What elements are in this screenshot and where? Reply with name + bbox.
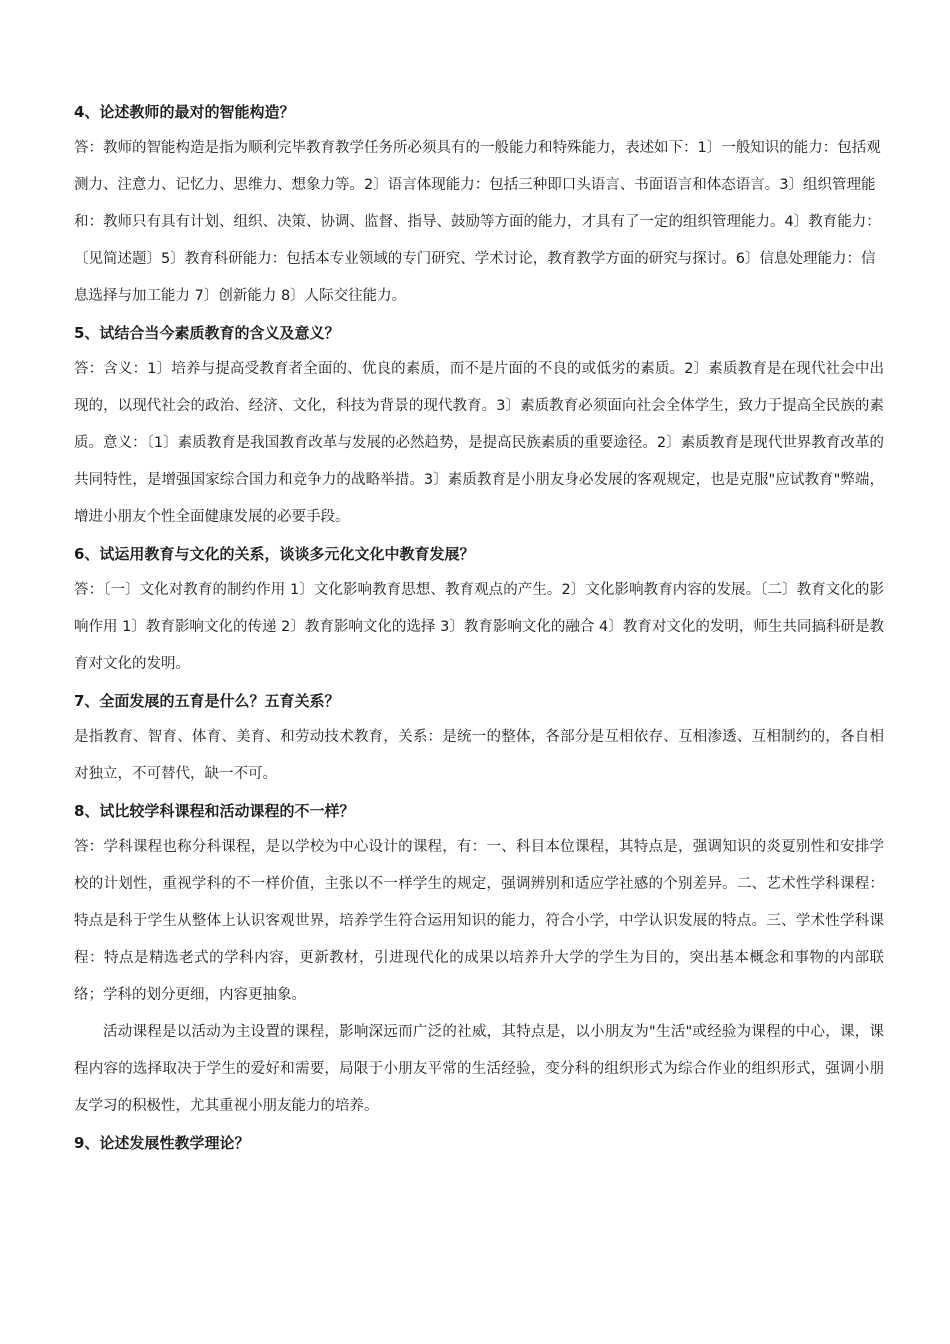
question-5-answer: 答：含义：1〕培养与提高受教育者全面的、优良的素质，而不是片面的不良的或低劣的素质。2〕素质教育是在现代社会中出现的，以现代社会的政治、经济、文化，科技为背景的现代教育。3〕素质教育必须面向社会全体学生，致力于提高全民族的素质。意义：〔1〕素质教育是我国教育改革与发展的必然趋势，是提高民族素质的重要途径。2〕素质教育是现代世界教育改革的共同特性，是增强国家综合国力和竞争力的战略举措。3〕素质教育是小朋友身必发展的客观规定，也是克服"应试教育"弊端，增进小朋友个性全面健康发展的必要手段。 bbox=[74, 361, 884, 525]
question-7-answer: 是指教育、智育、体育、美育、和劳动技术教育，关系：是统一的整体，各部分是互相依存、互相渗透、互相制约的，各自相对独立，不可替代，缺一不可。 bbox=[74, 729, 884, 782]
question-5-title: 5、试结合当今素质教育的含义及意义？ bbox=[74, 324, 340, 342]
question-4-title: 4、论述教师的最对的智能构造？ bbox=[74, 103, 295, 121]
question-7 bbox=[74, 683, 884, 793]
question-8-answer-subject-curriculum: 答：学科课程也称分科课程，是以学校为中心设计的课程，有：一、科目本位课程，其特点是，强调知识的炎夏别性和安排学校的计划性，重视学科的不一样价值，主张以不一样学生的规定，强调辨别和适应学社感的个别差异。二、艺术性学科课程：特点是科于学生从整体上认识客观世界，培养学生符合运用知识的能力，符合小学，中学认识发展的特点。三、学术性学科课程：特点是精选老式的学科内容，更新教材，引进现代化的成果以培养升大学的学生为目的，突出基本概念和事物的内部联络；学科的划分更细，内容更抽象。 bbox=[74, 839, 884, 1003]
question-8-title: 8、试比较学科课程和活动课程的不一样？ bbox=[74, 802, 355, 820]
question-8-answer-activity-curriculum: 活动课程是以活动为主设置的课程，影响深远而广泛的社威，其特点是，以小朋友为"生活"或经验为课程的中心，课，课程内容的选择取决于学生的爱好和需要，局限于小朋友平常的生活经验，变分科的组织形式为综合作业的组织形式，强调小朋友学习的积极性，尤其重视小朋友能力的培养。 bbox=[74, 1024, 884, 1114]
question-4 bbox=[74, 94, 884, 315]
question-6-title: 6、试运用教育与文化的关系，谈谈多元化文化中教育发展？ bbox=[74, 545, 475, 563]
question-4-answer: 答：教师的智能构造是指为顺利完毕教育教学任务所必须具有的一般能力和特殊能力，表述如下：1〕一般知识的能力：包括观测力、注意力、记忆力、思维力、想象力等。2〕语言体现能力：包括三种即口头语言、书面语言和体态语言。3〕组织管理能和：教师只有具有计划、组织、决策、协调、监督、指导、鼓励等方面的能力，才具有了一定的组织管理能力。4〕教育能力：〔见简述题〕5〕教育科研能力：包括本专业领域的专门研究、学术讨论，教育教学方面的研究与探讨。6〕信息处理能力：信息选择与加工能力 7〕创新能力 8〕人际交往能力。 bbox=[74, 140, 881, 304]
document-page bbox=[74, 94, 884, 1161]
question-6-answer: 答：〔一〕文化对教育的制约作用 1〕文化影响教育思想、教育观点的产生。2〕文化影响教育内容的发展。〔二〕教育文化的影响作用 1〕教育影响文化的传递 2〕教育影响文化的选择 3〕教育影响文化的融合 4〕教育对文化的发明，师生共同搞科研是教育对文化的发明。 bbox=[74, 582, 884, 672]
question-6 bbox=[74, 536, 884, 683]
question-7-title: 7、全面发展的五育是什么？五育关系？ bbox=[74, 692, 340, 710]
question-8 bbox=[74, 793, 884, 1125]
question-9 bbox=[74, 1125, 884, 1161]
question-5 bbox=[74, 315, 884, 536]
question-9-title: 9、论述发展性教学理论？ bbox=[74, 1134, 250, 1152]
